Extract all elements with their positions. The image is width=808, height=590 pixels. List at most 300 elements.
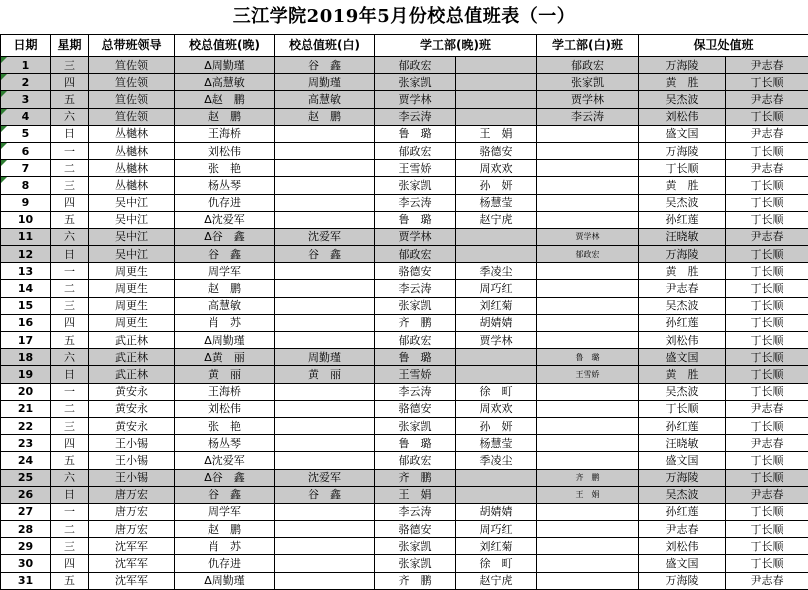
weekday-cell-text: 六: [64, 351, 75, 364]
date-cell: [1, 125, 51, 142]
security-cell-text: 尹志春: [666, 282, 699, 295]
security-cell: [639, 280, 726, 297]
student-affairs-night-cell-text: 骆德安: [399, 402, 432, 415]
table-row: [1, 486, 808, 503]
weekday-cell: [51, 486, 89, 503]
security-cell-2-text: 丁长顺: [751, 145, 784, 158]
student-affairs-night-cell: [375, 108, 456, 125]
student-affairs-day-cell: [537, 383, 639, 400]
day-duty-cell: [275, 572, 375, 589]
weekday-cell-text: 三: [64, 179, 75, 192]
comment-flag-icon: [1, 143, 7, 149]
day-duty-cell: [275, 125, 375, 142]
weekday-cell-text: 四: [64, 557, 75, 570]
date-cell: [1, 435, 51, 452]
security-cell-text: 黄 胜: [666, 179, 699, 192]
table-row: [1, 314, 808, 331]
date-cell-text: 21: [18, 402, 33, 415]
night-duty-cell: [175, 160, 275, 177]
weekday-cell-text: 二: [64, 162, 75, 175]
weekday-cell: [51, 383, 89, 400]
table-row: [1, 246, 808, 263]
security-cell-2: [726, 142, 808, 159]
student-affairs-night-cell-text: 张家凯: [399, 76, 432, 89]
student-affairs-night-cell-2: [456, 297, 537, 314]
student-affairs-day-cell-text: 郁政宏: [576, 250, 600, 259]
leader-cell: [89, 57, 175, 74]
weekday-cell: [51, 280, 89, 297]
security-cell: [639, 332, 726, 349]
security-cell: [639, 91, 726, 108]
day-duty-cell: [275, 486, 375, 503]
table-row: [1, 555, 808, 572]
student-affairs-night-cell-text: 贾学林: [399, 93, 432, 106]
header-day-duty: 校总值班(白): [275, 35, 375, 57]
security-cell-2: [726, 486, 808, 503]
night-duty-cell: [175, 246, 275, 263]
weekday-cell-text: 二: [64, 523, 75, 536]
night-duty-cell: [175, 572, 275, 589]
student-affairs-day-cell: [537, 160, 639, 177]
leader-cell: [89, 400, 175, 417]
student-affairs-night-cell-text: 鲁 璐: [399, 213, 432, 226]
student-affairs-day-cell: [537, 469, 639, 486]
table-row: [1, 74, 808, 91]
security-cell-2: [726, 469, 808, 486]
comment-flag-icon: [1, 74, 7, 80]
leader-cell-text: 吴中江: [115, 248, 148, 261]
leader-cell-text: 丛樾林: [115, 179, 148, 192]
student-affairs-night-cell-2-text: 周巧红: [480, 523, 513, 536]
night-duty-cell-text: 肖 苏: [208, 540, 241, 553]
day-duty-cell: [275, 400, 375, 417]
day-duty-cell-text: 沈爱军: [308, 230, 341, 243]
weekday-cell: [51, 74, 89, 91]
student-affairs-night-cell-text: 王雪娇: [399, 368, 432, 381]
student-affairs-night-cell: [375, 91, 456, 108]
security-cell: [639, 108, 726, 125]
day-duty-cell: [275, 452, 375, 469]
night-duty-cell: [175, 142, 275, 159]
security-cell-2-text: 丁长顺: [751, 505, 784, 518]
security-cell-2-text: 尹志春: [751, 127, 784, 140]
weekday-cell-text: 五: [64, 334, 75, 347]
security-cell-2-text: 丁长顺: [751, 351, 784, 364]
security-cell-2: [726, 435, 808, 452]
leader-cell-text: 黄安永: [115, 420, 148, 433]
student-affairs-night-cell: [375, 383, 456, 400]
student-affairs-night-cell-2: [456, 366, 537, 383]
leader-cell-text: 唐万宏: [115, 488, 148, 501]
date-cell: [1, 469, 51, 486]
header-security: 保卫处值班: [639, 35, 808, 57]
table-row: [1, 211, 808, 228]
date-cell: [1, 160, 51, 177]
student-affairs-day-cell: [537, 435, 639, 452]
student-affairs-night-cell-2: [456, 125, 537, 142]
security-cell: [639, 228, 726, 245]
security-cell-2-text: 尹志春: [751, 488, 784, 501]
security-cell-2: [726, 555, 808, 572]
day-duty-cell: [275, 142, 375, 159]
day-duty-cell: [275, 246, 375, 263]
student-affairs-day-cell-text: 王雪娇: [576, 370, 600, 379]
student-affairs-night-cell-2-text: 周欢欢: [480, 402, 513, 415]
leader-cell: [89, 486, 175, 503]
night-duty-cell: [175, 74, 275, 91]
date-cell: [1, 366, 51, 383]
student-affairs-day-cell: [537, 125, 639, 142]
student-affairs-day-cell: [537, 91, 639, 108]
day-duty-cell-text: 周勤瑾: [308, 351, 341, 364]
security-cell-2: [726, 366, 808, 383]
table-row: [1, 503, 808, 520]
leader-cell-text: 笪佐领: [115, 76, 148, 89]
student-affairs-night-cell-2-text: 王 娟: [480, 127, 513, 140]
student-affairs-day-cell: [537, 263, 639, 280]
security-cell-text: 盛文国: [666, 557, 699, 570]
day-duty-cell: [275, 177, 375, 194]
table-row: [1, 349, 808, 366]
security-cell: [639, 486, 726, 503]
roster-body: [1, 57, 808, 590]
night-duty-cell-text: 仇存进: [208, 196, 241, 209]
date-cell: [1, 177, 51, 194]
table-row: [1, 297, 808, 314]
security-cell-2-text: 丁长顺: [751, 471, 784, 484]
security-cell-text: 尹志春: [666, 523, 699, 536]
night-duty-cell-text: 张 艳: [208, 162, 241, 175]
security-cell-2-text: 丁长顺: [751, 248, 784, 261]
student-affairs-night-cell-text: 李云涛: [399, 385, 432, 398]
leader-cell-text: 唐万宏: [115, 523, 148, 536]
date-cell-text: 31: [18, 574, 33, 587]
student-affairs-night-cell-2-text: 刘红菊: [480, 540, 513, 553]
security-cell-text: 汪晓敏: [666, 437, 699, 450]
student-affairs-night-cell-text: 李云涛: [399, 505, 432, 518]
night-duty-cell: [175, 503, 275, 520]
student-affairs-night-cell-2-text: 徐 町: [480, 385, 513, 398]
leader-cell-text: 沈军军: [115, 574, 148, 587]
student-affairs-night-cell-2-text: 周欢欢: [480, 162, 513, 175]
weekday-cell: [51, 349, 89, 366]
security-cell-2-text: 尹志春: [751, 437, 784, 450]
night-duty-cell-text: Δ周勤瑾: [204, 574, 245, 587]
student-affairs-day-cell: [537, 366, 639, 383]
student-affairs-night-cell-2: [456, 142, 537, 159]
night-duty-cell: [175, 555, 275, 572]
security-cell-2-text: 丁长顺: [751, 265, 784, 278]
weekday-cell: [51, 366, 89, 383]
student-affairs-night-cell-2-text: 胡婧婧: [480, 316, 513, 329]
table-row: [1, 469, 808, 486]
header-date: 日期: [1, 35, 51, 57]
weekday-cell: [51, 452, 89, 469]
security-cell-text: 孙红莲: [666, 213, 699, 226]
night-duty-cell-text: 谷 鑫: [208, 248, 241, 261]
weekday-cell-text: 三: [64, 299, 75, 312]
day-duty-cell: [275, 228, 375, 245]
security-cell-2-text: 丁长顺: [751, 316, 784, 329]
day-duty-cell: [275, 91, 375, 108]
weekday-cell-text: 六: [64, 230, 75, 243]
leader-cell: [89, 228, 175, 245]
student-affairs-night-cell-text: 贾学林: [399, 230, 432, 243]
day-duty-cell-text: 谷 鑫: [308, 59, 341, 72]
weekday-cell: [51, 108, 89, 125]
day-duty-cell-text: 高慧敏: [308, 93, 341, 106]
date-cell-text: 2: [22, 76, 30, 89]
security-cell-2-text: 丁长顺: [751, 110, 784, 123]
security-cell: [639, 314, 726, 331]
student-affairs-night-cell-text: 郁政宏: [399, 248, 432, 261]
weekday-cell: [51, 435, 89, 452]
student-affairs-night-cell: [375, 74, 456, 91]
date-cell: [1, 572, 51, 589]
table-row: [1, 142, 808, 159]
day-duty-cell: [275, 435, 375, 452]
security-cell-text: 黄 胜: [666, 265, 699, 278]
table-row: [1, 194, 808, 211]
student-affairs-night-cell-text: 齐 鹏: [399, 574, 432, 587]
weekday-cell-text: 一: [64, 145, 75, 158]
student-affairs-night-cell-2-text: 骆德安: [480, 145, 513, 158]
comment-flag-icon: [1, 91, 7, 97]
security-cell: [639, 521, 726, 538]
weekday-cell: [51, 538, 89, 555]
night-duty-cell-text: 赵 鹏: [208, 523, 241, 536]
weekday-cell: [51, 332, 89, 349]
student-affairs-night-cell-text: 郁政宏: [399, 59, 432, 72]
security-cell-2: [726, 572, 808, 589]
table-row: [1, 177, 808, 194]
night-duty-cell-text: Δ沈爱军: [204, 454, 245, 467]
student-affairs-night-cell-text: 王雪娇: [399, 162, 432, 175]
security-cell: [639, 211, 726, 228]
security-cell-2-text: 丁长顺: [751, 282, 784, 295]
student-affairs-night-cell-2-text: 季凌尘: [480, 265, 513, 278]
weekday-cell: [51, 142, 89, 159]
student-affairs-night-cell-text: 张家凯: [399, 299, 432, 312]
security-cell-2: [726, 538, 808, 555]
table-row: [1, 452, 808, 469]
leader-cell: [89, 572, 175, 589]
weekday-cell: [51, 400, 89, 417]
date-cell: [1, 142, 51, 159]
date-cell: [1, 349, 51, 366]
table-row: [1, 125, 808, 142]
security-cell: [639, 194, 726, 211]
table-row: [1, 400, 808, 417]
weekday-cell-text: 五: [64, 93, 75, 106]
student-affairs-night-cell-2-text: 刘红菊: [480, 299, 513, 312]
date-cell: [1, 280, 51, 297]
date-cell: [1, 74, 51, 91]
security-cell-2-text: 丁长顺: [751, 196, 784, 209]
night-duty-cell-text: Δ高慧敏: [204, 76, 245, 89]
weekday-cell: [51, 211, 89, 228]
day-duty-cell: [275, 417, 375, 434]
leader-cell-text: 沈军军: [115, 557, 148, 570]
student-affairs-day-cell: [537, 332, 639, 349]
date-cell: [1, 400, 51, 417]
leader-cell: [89, 349, 175, 366]
security-cell-text: 万海陵: [666, 248, 699, 261]
page-title: 三江学院2019年5月份校总值班表（一）: [0, 0, 808, 34]
comment-flag-icon: [1, 109, 7, 115]
weekday-cell: [51, 194, 89, 211]
night-duty-cell: [175, 297, 275, 314]
leader-cell-text: 王小锡: [115, 437, 148, 450]
student-affairs-day-cell: [537, 108, 639, 125]
leader-cell: [89, 74, 175, 91]
leader-cell: [89, 417, 175, 434]
student-affairs-night-cell: [375, 57, 456, 74]
weekday-cell: [51, 297, 89, 314]
date-cell-text: 3: [22, 93, 30, 106]
day-duty-cell: [275, 160, 375, 177]
student-affairs-night-cell-text: 王 娟: [399, 488, 432, 501]
security-cell-2-text: 尹志春: [751, 574, 784, 587]
weekday-cell-text: 四: [64, 316, 75, 329]
security-cell-2: [726, 417, 808, 434]
security-cell-text: 吴杰波: [666, 93, 699, 106]
date-cell: [1, 194, 51, 211]
weekday-cell: [51, 177, 89, 194]
weekday-cell: [51, 503, 89, 520]
student-affairs-night-cell-2: [456, 314, 537, 331]
student-affairs-night-cell-2-text: 徐 町: [480, 557, 513, 570]
leader-cell-text: 周更生: [115, 282, 148, 295]
security-cell-text: 丁长顺: [666, 402, 699, 415]
security-cell-2: [726, 383, 808, 400]
security-cell-2-text: 丁长顺: [751, 213, 784, 226]
leader-cell: [89, 177, 175, 194]
day-duty-cell: [275, 211, 375, 228]
security-cell-2: [726, 452, 808, 469]
date-cell: [1, 314, 51, 331]
security-cell: [639, 177, 726, 194]
night-duty-cell-text: 高慧敏: [208, 299, 241, 312]
student-affairs-night-cell-text: 李云涛: [399, 196, 432, 209]
leader-cell: [89, 538, 175, 555]
night-duty-cell-text: 周学军: [208, 505, 241, 518]
student-affairs-night-cell: [375, 521, 456, 538]
security-cell-text: 万海陵: [666, 574, 699, 587]
security-cell-2: [726, 177, 808, 194]
security-cell: [639, 263, 726, 280]
student-affairs-night-cell-text: 郁政宏: [399, 145, 432, 158]
leader-cell-text: 王小锡: [115, 471, 148, 484]
weekday-cell: [51, 246, 89, 263]
security-cell-2: [726, 211, 808, 228]
leader-cell: [89, 246, 175, 263]
leader-cell-text: 周更生: [115, 316, 148, 329]
night-duty-cell-text: Δ谷 鑫: [204, 230, 245, 243]
security-cell: [639, 452, 726, 469]
day-duty-cell-text: 赵 鹏: [308, 110, 341, 123]
night-duty-cell-text: Δ谷 鑫: [204, 471, 245, 484]
student-affairs-night-cell-2-text: 孙 妍: [480, 179, 513, 192]
student-affairs-night-cell-2-text: 杨慧莹: [480, 196, 513, 209]
day-duty-cell: [275, 263, 375, 280]
student-affairs-night-cell: [375, 400, 456, 417]
security-cell: [639, 57, 726, 74]
weekday-cell: [51, 314, 89, 331]
day-duty-cell: [275, 469, 375, 486]
security-cell: [639, 366, 726, 383]
leader-cell-text: 周更生: [115, 299, 148, 312]
leader-cell: [89, 503, 175, 520]
security-cell-2-text: 丁长顺: [751, 179, 784, 192]
date-cell: [1, 211, 51, 228]
comment-flag-icon: [1, 57, 7, 63]
comment-flag-icon: [1, 160, 7, 166]
table-row: [1, 572, 808, 589]
security-cell: [639, 400, 726, 417]
security-cell-2: [726, 521, 808, 538]
security-cell-2: [726, 246, 808, 263]
student-affairs-night-cell: [375, 572, 456, 589]
security-cell-text: 孙红莲: [666, 505, 699, 518]
table-row: [1, 435, 808, 452]
security-cell-text: 万海陵: [666, 471, 699, 484]
security-cell: [639, 538, 726, 555]
day-duty-cell-text: 沈爱军: [308, 471, 341, 484]
night-duty-cell: [175, 332, 275, 349]
table-row: [1, 228, 808, 245]
student-affairs-day-cell: [537, 211, 639, 228]
header-student-affairs-day: 学工部(白)班: [537, 35, 639, 57]
table-row: [1, 538, 808, 555]
date-cell: [1, 383, 51, 400]
day-duty-cell-text: 黄 丽: [308, 368, 341, 381]
security-cell-text: 黄 胜: [666, 76, 699, 89]
date-cell-text: 29: [18, 540, 33, 553]
student-affairs-night-cell-2: [456, 91, 537, 108]
security-cell: [639, 435, 726, 452]
night-duty-cell-text: 赵 鹏: [208, 282, 241, 295]
night-duty-cell-text: 赵 鹏: [208, 110, 241, 123]
date-cell-text: 15: [18, 299, 33, 312]
student-affairs-night-cell: [375, 142, 456, 159]
student-affairs-night-cell-2: [456, 74, 537, 91]
student-affairs-night-cell-2-text: 胡婧婧: [480, 505, 513, 518]
student-affairs-day-cell: [537, 194, 639, 211]
student-affairs-night-cell: [375, 538, 456, 555]
night-duty-cell-text: 周学军: [208, 265, 241, 278]
weekday-cell: [51, 469, 89, 486]
night-duty-cell: [175, 177, 275, 194]
night-duty-cell: [175, 417, 275, 434]
student-affairs-night-cell-2-text: 贾学林: [480, 334, 513, 347]
date-cell-text: 16: [18, 316, 33, 329]
student-affairs-night-cell-2: [456, 452, 537, 469]
student-affairs-day-cell: [537, 142, 639, 159]
day-duty-cell-text: 谷 鑫: [308, 488, 341, 501]
security-cell-2: [726, 400, 808, 417]
student-affairs-night-cell-text: 鲁 璐: [399, 351, 432, 364]
leader-cell: [89, 469, 175, 486]
student-affairs-night-cell-2: [456, 469, 537, 486]
security-cell-2: [726, 332, 808, 349]
leader-cell-text: 笪佐领: [115, 59, 148, 72]
student-affairs-night-cell: [375, 332, 456, 349]
leader-cell: [89, 297, 175, 314]
weekday-cell: [51, 417, 89, 434]
student-affairs-night-cell-2-text: 周巧红: [480, 282, 513, 295]
date-cell: [1, 263, 51, 280]
